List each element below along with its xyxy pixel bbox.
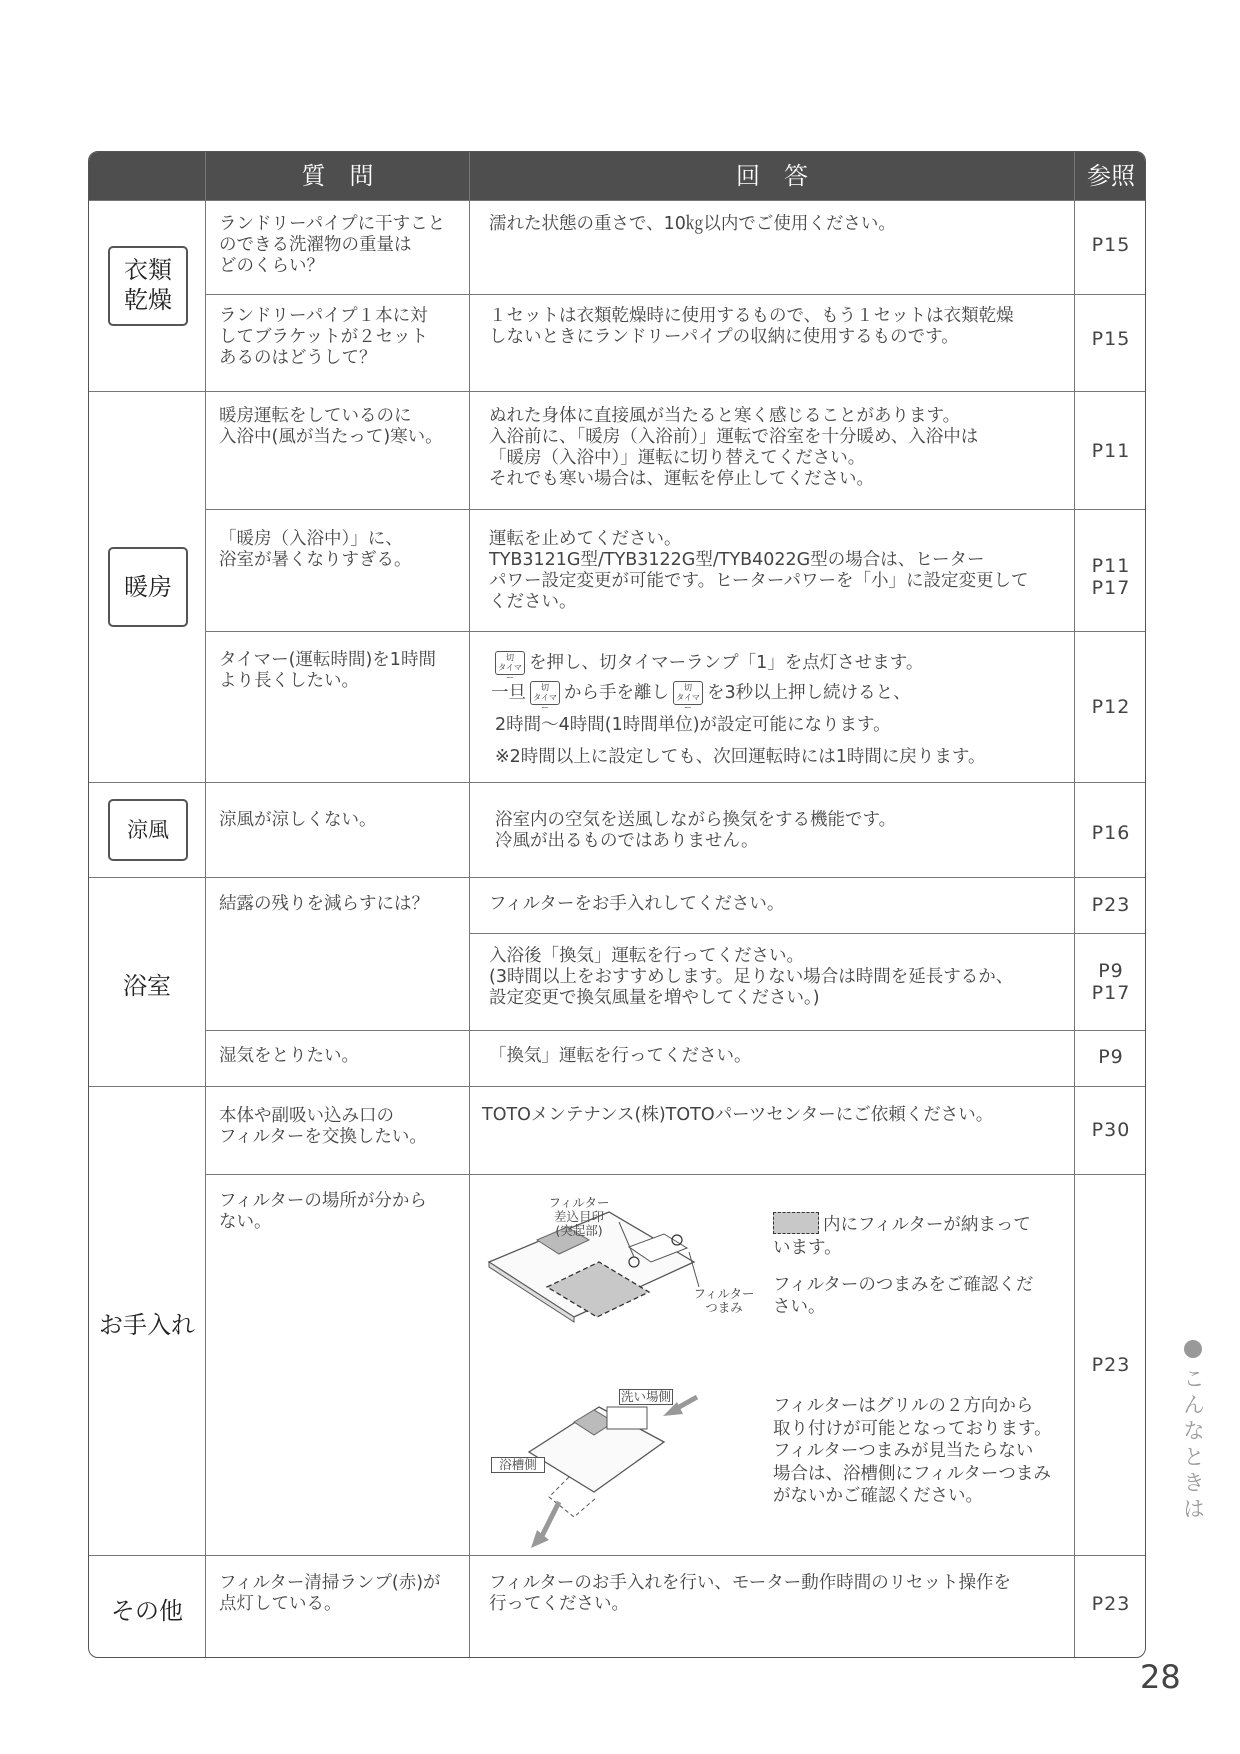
row-divider xyxy=(205,294,1146,295)
category-other: その他 xyxy=(111,1597,183,1625)
answer-text: 入浴後「換気」運転を行ってください。 (3時間以上をおすすめします。足りない場合は時間を延長するか、 設定変更で換気風量を増やしてください。) xyxy=(489,946,1014,1008)
filter-area-legend-icon xyxy=(773,1212,819,1234)
note-text: 内にフィルターが納まって xyxy=(823,1215,1031,1235)
header-question: 質 問 xyxy=(301,162,374,190)
answer-text: 濡れた状態の重さで、10㎏以内でご使用ください。 xyxy=(489,214,896,234)
question-text: 暖房運転をしているのに 入浴中(風が当たって)寒い。 xyxy=(219,406,443,447)
question-text: 結露の残りを減らすには？ xyxy=(219,894,429,914)
question-text: タイマー(運転時間)を1時間 より長くしたい。 xyxy=(219,650,436,691)
answer-line: を押し、切タイマーランプ「1」を点灯させます。 xyxy=(529,653,924,673)
ref-page: P23 xyxy=(1091,894,1131,916)
row-divider xyxy=(89,1086,1146,1087)
ref-page: P11 xyxy=(1091,440,1131,462)
row-divider xyxy=(469,933,1146,934)
answer-line: 一旦 xyxy=(491,683,526,703)
question-text: 本体や副吸い込み口の フィルターを交換したい。 xyxy=(219,1106,427,1147)
ref-page: P9 P17 xyxy=(1091,960,1131,1004)
note-text: います。 xyxy=(773,1238,842,1258)
question-text: 涼風が涼しくない。 xyxy=(219,810,377,830)
answer-text: 「換気」運転を行ってください。 xyxy=(489,1046,752,1066)
page-number: 28 xyxy=(1140,1658,1181,1696)
row-divider xyxy=(205,631,1146,632)
label-tub-side: 浴槽側 xyxy=(491,1457,545,1473)
filter-location-diagram xyxy=(479,1192,769,1552)
answer-text: 運転を止めてください。 TYB3121G型/TYB3122G型/TYB4022G型の場合は、ヒーター パワー設定変更が可能です。ヒーターパワーを「小」に設定変更して ください。 xyxy=(489,529,1029,612)
timer-answer xyxy=(491,648,1071,772)
category-cool: 涼風 xyxy=(108,799,188,861)
question-text: ランドリーパイプ１本に対 してブラケットが２セット あるのはどうして？ xyxy=(219,306,429,368)
row-divider xyxy=(89,391,1146,392)
answer-line: ※2時間以上に設定しても、次回運転時には1時間に戻ります。 xyxy=(495,747,986,767)
ref-page: P9 xyxy=(1098,1046,1124,1068)
category-bath: 浴室 xyxy=(123,972,171,1000)
faq-table xyxy=(88,151,1146,1658)
answer-text: １セットは衣類乾燥時に使用するもので、もう１セットは衣類乾燥 しないときにランドリーパイプの収納に使用するものです。 xyxy=(489,306,1014,347)
question-text: ランドリーパイプに干すこと のできる洗濯物の重量は どのくらい？ xyxy=(219,214,446,276)
label-filter-mark: フィルター 差込目印 (突起部) xyxy=(548,1195,610,1238)
ref-page: P16 xyxy=(1091,822,1131,844)
ref-page: P15 xyxy=(1091,328,1131,350)
row-divider xyxy=(89,877,1146,878)
filter-knob-icon xyxy=(607,1407,647,1429)
ref-page: P12 xyxy=(1091,696,1131,718)
side-tab-label: こ ん な と き は xyxy=(1183,1367,1205,1521)
header-ref: 参照 xyxy=(1087,162,1135,190)
ref-page: P11 P17 xyxy=(1091,555,1131,599)
off-timer-button-icon: 切 タイマー xyxy=(495,651,525,675)
category-heat: 暖房 xyxy=(108,547,188,627)
ref-page: P23 xyxy=(1091,1354,1131,1376)
row-divider xyxy=(205,509,1146,510)
category-care: お手入れ xyxy=(99,1311,195,1339)
question-text: フィルターの場所が分から ない。 xyxy=(219,1191,427,1232)
leader-line xyxy=(689,1252,699,1287)
row-divider xyxy=(205,1030,1146,1031)
ref-page: P15 xyxy=(1091,234,1131,256)
question-text: フィルター清掃ランプ(赤)が 点灯している。 xyxy=(219,1573,441,1614)
row-divider xyxy=(89,782,1146,783)
answer-text: ぬれた身体に直接風が当たると寒く感じることがあります。 入浴前に、「暖房（入浴前）」運転で浴室を十分暖め、入浴中は 「暖房（入浴中）」運転に切り替えてください。 それでも寒い場合は、運転を停止してください。 xyxy=(489,406,979,489)
off-timer-button-icon: 切 タイマー xyxy=(673,681,703,705)
ref-page: P23 xyxy=(1091,1593,1131,1615)
label-wash-side: 洗い場側 xyxy=(620,1389,671,1404)
answer-text: フィルターをお手入れしてください。 xyxy=(489,894,785,914)
answer-line: から手を離し xyxy=(564,683,669,703)
answer-text: フィルターのお手入れを行い、モーター動作時間のリセット操作を 行ってください。 xyxy=(489,1573,1012,1614)
filter-note-2: フィルターのつまみをご確認くだ さい。 xyxy=(773,1275,1034,1317)
answer-text: 浴室内の空気を送風しながら換気をする機能です。 冷風が出るものではありません。 xyxy=(495,810,897,851)
answer-line: 2時間～4時間(1時間単位)が設定可能になります。 xyxy=(495,715,891,735)
category-dry: 衣類 乾燥 xyxy=(108,246,188,326)
row-divider xyxy=(89,200,1146,201)
row-divider xyxy=(205,1174,1146,1175)
ref-page: P30 xyxy=(1091,1119,1131,1141)
col-divider xyxy=(205,152,206,1658)
label-filter-knob: フィルター つまみ xyxy=(693,1286,755,1315)
filter-note-3: フィルターはグリルの２方向から 取り付けが可能となっております。 フィルターつまみが見当たらない 場合は、浴槽側にフィルターつまみ がないかご確認ください。 xyxy=(773,1396,1052,1506)
answer-text: TOTOメンテナンス(株)TOTOパーツセンターにご依頼ください。 xyxy=(482,1105,994,1125)
side-tab-dot-icon xyxy=(1184,1340,1202,1358)
off-timer-button-icon: 切 タイマー xyxy=(530,681,560,705)
col-divider xyxy=(469,152,470,1658)
question-text: 「暖房（入浴中）」に、 浴室が暑くなりすぎる。 xyxy=(219,529,412,570)
filter-note-1 xyxy=(773,1212,1073,1260)
row-divider xyxy=(89,1555,1146,1556)
answer-line: を3秒以上押し続けると、 xyxy=(707,683,911,703)
header-answer: 回 答 xyxy=(736,162,808,190)
question-text: 湿気をとりたい。 xyxy=(219,1046,359,1066)
